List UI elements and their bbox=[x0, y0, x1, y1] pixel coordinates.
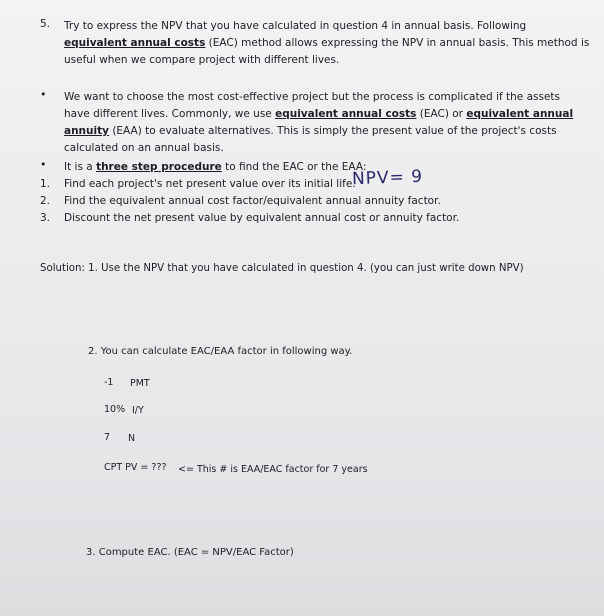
handwritten-npv-note: NPV= 9 bbox=[351, 166, 424, 190]
three-step-term: three step procedure bbox=[96, 161, 222, 173]
eac-term: equivalent annual costs bbox=[64, 37, 206, 49]
calc-value: 7 bbox=[104, 432, 111, 443]
bullet1-line-1: We want to choose the most cost-effective project but the process is complicated if the assets bbox=[64, 91, 561, 103]
eac-term: equivalent annual costs bbox=[275, 108, 417, 120]
bullet1-line-2: have different lives. Commonly, we use equivalent annual costs (EAC) or equivalent annual bbox=[64, 108, 574, 120]
calc-value: 10% bbox=[104, 404, 126, 415]
annuity-term: annuity bbox=[64, 125, 109, 137]
calc-key: I/Y bbox=[132, 405, 144, 416]
step-text: Find each project's net present value over its initial life. bbox=[64, 178, 356, 190]
solution-step-2: 2. You can calculate EAC/EAA factor in following way. bbox=[88, 346, 353, 357]
eaa-term: equivalent annual bbox=[466, 108, 574, 120]
cpt-note: <= This # is EAA/EAC factor for 7 years bbox=[178, 464, 368, 475]
calc-value: -1 bbox=[104, 377, 114, 388]
question-line-1: Try to express the NPV that you have calculated in question 4 in annual basis. Following bbox=[64, 20, 527, 32]
bullet-marker: • bbox=[40, 158, 47, 171]
solution-line: Solution: 1. Use the NPV that you have calculated in question 4. (you can just write down NPV) bbox=[40, 263, 524, 274]
step-text: Discount the net present value by equivalent annual cost or annuity factor. bbox=[64, 212, 460, 224]
cpt-line: CPT PV = ??? bbox=[104, 462, 167, 473]
bullet1-line-4: calculated on an annual basis. bbox=[64, 142, 224, 154]
question-line-2: equivalent annual costs (EAC) method allows expressing the NPV in annual basis. This method is bbox=[64, 37, 590, 49]
bullet1-line-3: annuity (EAA) to evaluate alternatives. This is simply the present value of the project's costs bbox=[64, 125, 557, 137]
step-number: 1. bbox=[40, 178, 51, 190]
step-number: 3. bbox=[40, 212, 51, 224]
bullet2-text: It is a three step procedure to find the EAC or the EAA: bbox=[64, 161, 367, 173]
question-number: 5. bbox=[40, 18, 51, 30]
bullet-marker: • bbox=[40, 88, 47, 101]
calc-key: N bbox=[128, 433, 136, 444]
step-text: Find the equivalent annual cost factor/equivalent annual annuity factor. bbox=[64, 195, 441, 207]
solution-step-3: 3. Compute EAC. (EAC = NPV/EAC Factor) bbox=[86, 547, 294, 558]
calc-key: PMT bbox=[130, 378, 150, 389]
question-line-3: useful when we compare project with different lives. bbox=[64, 54, 340, 66]
step-number: 2. bbox=[40, 195, 51, 207]
